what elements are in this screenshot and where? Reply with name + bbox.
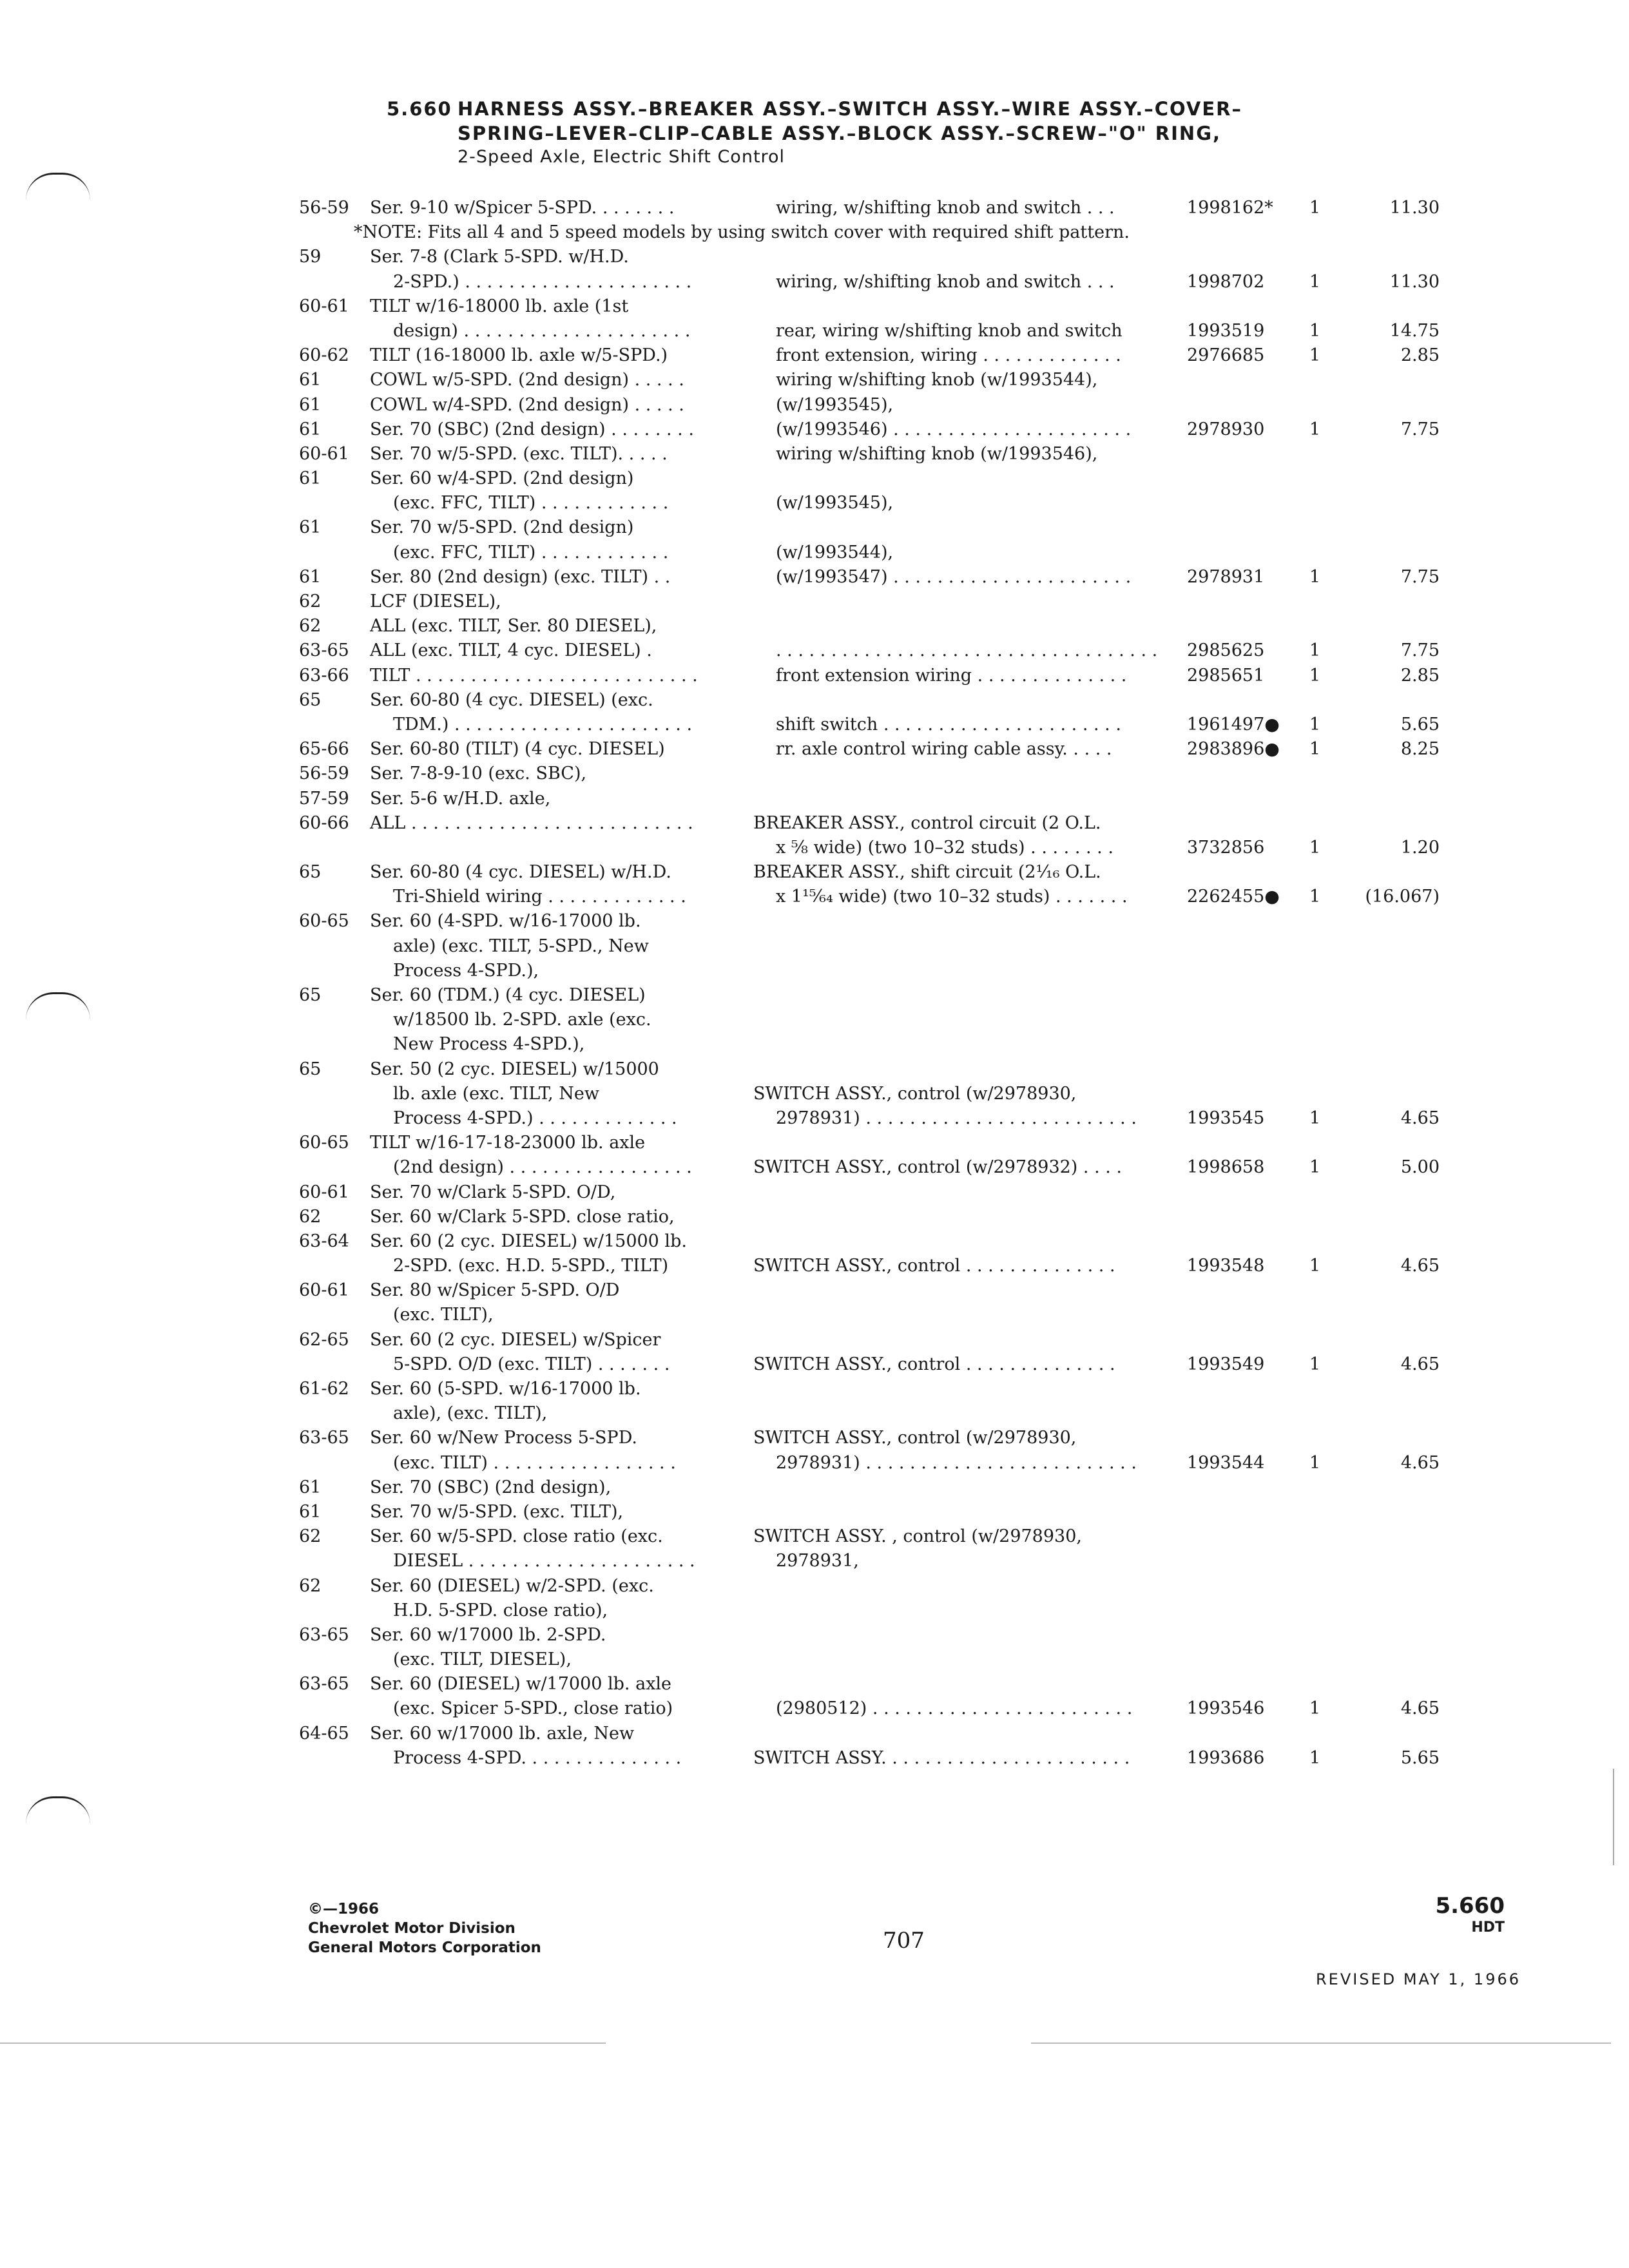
catalog-row	[299, 862, 1440, 887]
model-year-cell: 62	[299, 1206, 322, 1227]
catalog-row	[299, 1182, 1440, 1207]
model-year-cell: 60-61	[299, 1182, 349, 1202]
model-year-cell: 62	[299, 1526, 322, 1547]
price-cell: 2.85	[1400, 665, 1440, 686]
model-year-cell: 61	[299, 370, 322, 390]
application-cell: (exc. TILT, DIESEL),	[393, 1649, 572, 1670]
part-number-cell: 3732856	[1187, 837, 1265, 858]
description-cell: front extension wiring . . . . . . . . . . . . . .	[776, 665, 1127, 686]
model-year-cell: 61	[299, 419, 322, 439]
quantity-cell: 1	[1309, 198, 1321, 218]
catalog-row	[299, 1207, 1440, 1231]
model-year-cell: 60-61	[299, 1280, 349, 1301]
application-cell: Ser. 60 w/New Process 5-SPD.	[370, 1428, 637, 1448]
price-cell: 11.30	[1389, 271, 1440, 292]
catalog-row	[299, 1403, 1440, 1428]
catalog-note-row	[299, 222, 1440, 247]
model-year-cell: 64-65	[299, 1723, 349, 1744]
model-year-cell: 60-61	[299, 443, 349, 464]
model-year-cell: 65	[299, 1059, 322, 1079]
footer-publisher	[308, 1899, 541, 1957]
description-cell: (w/1993544),	[776, 542, 894, 562]
catalog-row	[299, 887, 1440, 911]
description-cell: shift switch . . . . . . . . . . . . . . . . . . . . . .	[776, 714, 1121, 735]
catalog-row	[299, 395, 1440, 419]
application-cell: Ser. 70 w/5-SPD. (exc. TILT),	[370, 1501, 624, 1522]
catalog-row	[299, 961, 1440, 985]
part-number-cell: 2976685	[1187, 345, 1265, 366]
application-cell: (exc. TILT) . . . . . . . . . . . . . . . . .	[393, 1452, 676, 1473]
application-cell: LCF (DIESEL),	[370, 591, 501, 611]
catalog-row	[299, 247, 1440, 271]
price-cell: 8.25	[1400, 739, 1440, 760]
part-number-cell: 1993548	[1187, 1256, 1265, 1276]
quantity-cell: 1	[1309, 419, 1321, 439]
application-cell: 2-SPD.) . . . . . . . . . . . . . . . . . . . . .	[393, 271, 692, 292]
header-subtitle: 2-Speed Axle, Electric Shift Control	[458, 147, 786, 167]
model-year-cell: 63-64	[299, 1231, 349, 1251]
description-cell: SWITCH ASSY., control (w/2978930,	[753, 1083, 1077, 1104]
price-cell: 1.20	[1400, 837, 1440, 858]
application-cell: lb. axle (exc. TILT, New	[393, 1083, 599, 1104]
catalog-row	[299, 739, 1440, 764]
application-cell: Ser. 60 w/17000 lb. axle, New	[370, 1723, 635, 1744]
application-cell: Ser. 50 (2 cyc. DIESEL) w/15000	[370, 1059, 659, 1079]
quantity-cell: 1	[1309, 271, 1321, 292]
application-cell: Ser. 60 (DIESEL) w/17000 lb. axle	[370, 1674, 672, 1695]
quantity-cell: 1	[1309, 665, 1321, 686]
application-cell: Process 4-SPD.) . . . . . . . . . . . . .	[393, 1108, 677, 1128]
price-cell: 4.65	[1400, 1452, 1440, 1473]
catalog-row	[299, 370, 1440, 394]
application-cell: DIESEL . . . . . . . . . . . . . . . . . . . . .	[393, 1551, 695, 1571]
application-cell: (2nd design) . . . . . . . . . . . . . . . . .	[393, 1157, 692, 1178]
revised-date: REVISED MAY 1, 1966	[1316, 1970, 1521, 1988]
model-year-cell: 63-66	[299, 665, 349, 686]
model-year-cell: 56-59	[299, 764, 349, 784]
model-year-cell: 61	[299, 1501, 322, 1522]
description-cell: . . . . . . . . . . . . . . . . . . . . . . . . . . . . . . . . . . .	[776, 640, 1158, 661]
application-cell: Ser. 60 (DIESEL) w/2-SPD. (exc.	[370, 1575, 654, 1596]
catalog-row	[299, 813, 1440, 838]
description-cell: (w/1993545),	[776, 493, 894, 514]
catalog-row	[299, 764, 1440, 788]
model-year-cell: 63-65	[299, 640, 349, 661]
description-cell: front extension, wiring . . . . . . . . . . . . .	[776, 345, 1121, 366]
price-cell: 7.75	[1400, 419, 1440, 439]
part-number-cell: 1998658	[1187, 1157, 1265, 1178]
description-cell: x 1¹⁵⁄₆₄ wide) (two 10–32 studs) . . . . . . .	[776, 887, 1128, 907]
part-number-cell: 1993549	[1187, 1354, 1265, 1374]
section-header	[387, 97, 1514, 169]
description-cell: (w/1993545),	[776, 394, 894, 415]
footer-section-code	[1435, 1893, 1505, 1937]
part-number-cell: 2985625	[1187, 640, 1265, 661]
application-cell: COWL w/4-SPD. (2nd design) . . . . .	[370, 394, 684, 415]
catalog-row	[299, 1034, 1440, 1059]
application-cell: Ser. 5-6 w/H.D. axle,	[370, 788, 551, 809]
catalog-row	[299, 591, 1440, 616]
description-cell: SWITCH ASSY., control (w/2978930,	[753, 1428, 1077, 1448]
catalog-row	[299, 1354, 1440, 1379]
catalog-row	[299, 1600, 1440, 1625]
catalog-row	[299, 198, 1440, 222]
catalog-row	[299, 1698, 1440, 1723]
application-cell: Ser. 60 w/5-SPD. close ratio (exc.	[370, 1526, 663, 1547]
header-title-line-1: 5.660 HARNESS ASSY.–BREAKER ASSY.–SWITCH ASSY.–WIRE ASSY.–COVER–	[387, 98, 1242, 120]
catalog-row	[299, 789, 1440, 813]
section-number: 5.660	[387, 98, 452, 120]
punch-hole-mark	[26, 992, 90, 1020]
header-title-line-2: SPRING–LEVER–CLIP–CABLE ASSY.–BLOCK ASSY.–SCREW–"O" RING,	[458, 122, 1222, 144]
application-cell: Ser. 60-80 (TILT) (4 cyc. DIESEL)	[370, 739, 665, 760]
catalog-row	[299, 272, 1440, 296]
model-year-cell: 62	[299, 1575, 322, 1596]
quantity-cell: 1	[1309, 1157, 1321, 1178]
punch-hole-mark	[26, 173, 90, 200]
page-bottom-rule	[0, 2042, 606, 2044]
application-cell: axle), (exc. TILT),	[393, 1403, 548, 1424]
description-cell: BREAKER ASSY., shift circuit (2⅟₁₆ O.L.	[753, 862, 1101, 883]
application-cell: TILT . . . . . . . . . . . . . . . . . . . . . . . . . .	[370, 665, 698, 686]
description-cell: 2978931) . . . . . . . . . . . . . . . . . . . . . . . . .	[776, 1108, 1137, 1128]
model-year-cell: 65-66	[299, 739, 349, 760]
quantity-cell: 1	[1309, 1256, 1321, 1276]
part-number-cell: 1998162*	[1187, 198, 1273, 218]
catalog-row	[299, 1526, 1440, 1551]
quantity-cell: 1	[1309, 566, 1321, 587]
price-cell: (16.067)	[1365, 887, 1440, 907]
description-cell: rr. axle control wiring cable assy. . . . .	[776, 739, 1112, 760]
description-cell: wiring w/shifting knob (w/1993546),	[776, 443, 1098, 464]
catalog-row	[299, 1428, 1440, 1452]
catalog-row	[299, 1724, 1440, 1748]
application-cell: ALL (exc. TILT, 4 cyc. DIESEL) .	[370, 640, 652, 661]
application-cell: COWL w/5-SPD. (2nd design) . . . . .	[370, 370, 684, 390]
quantity-cell: 1	[1309, 887, 1321, 907]
application-cell: Ser. 60 (TDM.) (4 cyc. DIESEL)	[370, 985, 646, 1005]
catalog-row	[299, 1059, 1440, 1084]
model-year-cell: 60-61	[299, 296, 349, 316]
application-cell: Ser. 60 w/Clark 5-SPD. close ratio,	[370, 1206, 675, 1227]
description-cell: rear, wiring w/shifting knob and switch	[776, 320, 1123, 341]
copyright-text: ©—1966	[308, 1901, 380, 1917]
catalog-row	[299, 1305, 1440, 1329]
application-cell: TILT w/16-17-18-23000 lb. axle	[370, 1133, 646, 1153]
model-year-cell: 60-65	[299, 911, 349, 932]
description-cell: BREAKER ASSY., control circuit (2 O.L.	[753, 812, 1101, 833]
catalog-row	[299, 419, 1440, 444]
application-cell: ALL (exc. TILT, Ser. 80 DIESEL),	[370, 616, 657, 637]
footer-section-number: 5.660	[1435, 1893, 1505, 1919]
price-cell: 7.75	[1400, 640, 1440, 661]
model-year-cell: 61	[299, 1477, 322, 1497]
application-cell: Ser. 7-8 (Clark 5-SPD. w/H.D.	[370, 247, 629, 267]
part-number-cell: 2983896●	[1187, 739, 1280, 760]
quantity-cell: 1	[1309, 837, 1321, 858]
catalog-note-text: *NOTE: Fits all 4 and 5 speed models by using switch cover with required shift pattern.	[354, 222, 1130, 243]
catalog-row	[299, 715, 1440, 739]
application-cell: Ser. 60 w/17000 lb. 2-SPD.	[370, 1624, 606, 1645]
application-cell: Ser. 70 w/5-SPD. (2nd design)	[370, 517, 634, 538]
catalog-row	[299, 1649, 1440, 1674]
footer-section-sub: HDT	[1471, 1919, 1505, 1936]
catalog-row	[299, 444, 1440, 468]
description-cell: (2980512) . . . . . . . . . . . . . . . . . . . . . . . .	[776, 1698, 1133, 1719]
quantity-cell: 1	[1309, 714, 1321, 735]
part-number-cell: 2978931	[1187, 566, 1265, 587]
catalog-row	[299, 1625, 1440, 1649]
price-cell: 4.65	[1400, 1256, 1440, 1276]
model-year-cell: 61	[299, 394, 322, 415]
division-text: Chevrolet Motor Division	[308, 1920, 516, 1937]
catalog-row	[299, 1084, 1440, 1108]
description-cell: 2978931) . . . . . . . . . . . . . . . . . . . . . . . . .	[776, 1452, 1137, 1473]
catalog-row	[299, 1280, 1440, 1305]
catalog-row	[299, 1157, 1440, 1182]
catalog-row	[299, 838, 1440, 862]
catalog-row	[299, 936, 1440, 961]
application-cell: design) . . . . . . . . . . . . . . . . . . . . .	[393, 320, 691, 341]
catalog-row	[299, 1551, 1440, 1575]
price-cell: 14.75	[1389, 320, 1440, 341]
application-cell: Ser. 70 (SBC) (2nd design),	[370, 1477, 612, 1497]
model-year-cell: 65	[299, 985, 322, 1005]
application-cell: New Process 4-SPD.),	[393, 1034, 585, 1055]
scan-edge-mark	[1613, 1769, 1614, 1865]
description-cell: SWITCH ASSY. . . . . . . . . . . . . . . . . . . . . . .	[753, 1747, 1130, 1768]
model-year-cell: 62	[299, 591, 322, 611]
catalog-row	[299, 567, 1440, 591]
model-year-cell: 61	[299, 566, 322, 587]
catalog-row	[299, 690, 1440, 715]
application-cell: (exc. Spicer 5-SPD., close ratio)	[393, 1698, 673, 1719]
application-cell: Ser. 60 (2 cyc. DIESEL) w/15000 lb.	[370, 1231, 687, 1251]
description-cell: SWITCH ASSY., control . . . . . . . . . . . . . .	[753, 1256, 1115, 1276]
model-year-cell: 62-65	[299, 1329, 349, 1350]
model-year-cell: 61	[299, 468, 322, 489]
description-cell: wiring, w/shifting knob and switch . . .	[776, 198, 1115, 218]
model-year-cell: 59	[299, 247, 322, 267]
price-cell: 4.65	[1400, 1108, 1440, 1128]
catalog-row	[299, 616, 1440, 640]
part-number-cell: 1993546	[1187, 1698, 1265, 1719]
catalog-row	[299, 1231, 1440, 1256]
description-cell: SWITCH ASSY. , control (w/2978930,	[753, 1526, 1082, 1547]
part-number-cell: 1993686	[1187, 1747, 1265, 1768]
price-cell: 5.00	[1400, 1157, 1440, 1178]
description-cell: SWITCH ASSY., control (w/2978932) . . . .	[753, 1157, 1122, 1178]
quantity-cell: 1	[1309, 1452, 1321, 1473]
catalog-row	[299, 1256, 1440, 1280]
catalog-row	[299, 1133, 1440, 1157]
model-year-cell: 63-65	[299, 1624, 349, 1645]
price-cell: 4.65	[1400, 1698, 1440, 1719]
catalog-row	[299, 911, 1440, 936]
application-cell: axle) (exc. TILT, 5-SPD., New	[393, 936, 649, 956]
description-cell: (w/1993546) . . . . . . . . . . . . . . . . . . . . . .	[776, 419, 1132, 439]
part-number-cell: 1993545	[1187, 1108, 1265, 1128]
part-number-cell: 1961497●	[1187, 714, 1280, 735]
quantity-cell: 1	[1309, 1747, 1321, 1768]
model-year-cell: 57-59	[299, 788, 349, 809]
catalog-row	[299, 1010, 1440, 1034]
description-cell: wiring w/shifting knob (w/1993544),	[776, 370, 1098, 390]
application-cell: TILT w/16-18000 lb. axle (1st	[370, 296, 629, 316]
catalog-row	[299, 1674, 1440, 1698]
page-bottom-rule	[1031, 2042, 1611, 2044]
application-cell: Process 4-SPD. . . . . . . . . . . . . . .	[393, 1747, 682, 1768]
catalog-row	[299, 666, 1440, 690]
parts-catalog-table	[299, 198, 1440, 1773]
application-cell: Ser. 80 (2nd design) (exc. TILT) . .	[370, 566, 671, 587]
quantity-cell: 1	[1309, 345, 1321, 366]
application-cell: Ser. 60 (4-SPD. w/16-17000 lb.	[370, 911, 641, 932]
description-cell: x ⅝ wide) (two 10–32 studs) . . . . . . . .	[776, 837, 1113, 858]
application-cell: Ser. 70 w/Clark 5-SPD. O/D,	[370, 1182, 616, 1202]
application-cell: Ser. 60 (5-SPD. w/16-17000 lb.	[370, 1379, 641, 1399]
application-cell: Tri-Shield wiring . . . . . . . . . . . . .	[393, 887, 686, 907]
catalog-row	[299, 468, 1440, 493]
catalog-row	[299, 1576, 1440, 1600]
application-cell: TILT (16-18000 lb. axle w/5-SPD.)	[370, 345, 668, 366]
model-year-cell: 60-66	[299, 812, 349, 833]
model-year-cell: 61-62	[299, 1379, 349, 1399]
catalog-row	[299, 1453, 1440, 1477]
part-number-cell: 2985651	[1187, 665, 1265, 686]
catalog-row	[299, 493, 1440, 517]
price-cell: 11.30	[1389, 198, 1440, 218]
price-cell: 4.65	[1400, 1354, 1440, 1374]
catalog-row	[299, 517, 1440, 542]
catalog-row	[299, 1477, 1440, 1502]
application-cell: w/18500 lb. 2-SPD. axle (exc.	[393, 1010, 651, 1030]
part-number-cell: 1993544	[1187, 1452, 1265, 1473]
catalog-row	[299, 321, 1440, 345]
part-number-cell: 2262455●	[1187, 887, 1280, 907]
application-cell: Ser. 60-80 (4 cyc. DIESEL) (exc.	[370, 689, 653, 710]
model-year-cell: 56-59	[299, 198, 349, 218]
application-cell: Ser. 9-10 w/Spicer 5-SPD. . . . . . . .	[370, 198, 675, 218]
application-cell: Process 4-SPD.),	[393, 960, 539, 981]
catalog-row	[299, 543, 1440, 567]
model-year-cell: 63-65	[299, 1674, 349, 1695]
application-cell: Ser. 70 w/5-SPD. (exc. TILT). . . . .	[370, 443, 668, 464]
part-number-cell: 2978930	[1187, 419, 1265, 439]
model-year-cell: 60-65	[299, 1133, 349, 1153]
price-cell: 5.65	[1400, 714, 1440, 735]
quantity-cell: 1	[1309, 1354, 1321, 1374]
catalog-row	[299, 1748, 1440, 1773]
catalog-row	[299, 1330, 1440, 1354]
price-cell: 5.65	[1400, 1747, 1440, 1768]
application-cell: Ser. 80 w/Spicer 5-SPD. O/D	[370, 1280, 620, 1301]
description-cell: wiring, w/shifting knob and switch . . .	[776, 271, 1115, 292]
quantity-cell: 1	[1309, 1108, 1321, 1128]
application-cell: (exc. TILT),	[393, 1305, 494, 1325]
part-number-cell: 1998702	[1187, 271, 1265, 292]
application-cell: 5-SPD. O/D (exc. TILT) . . . . . . .	[393, 1354, 670, 1374]
model-year-cell: 62	[299, 616, 322, 637]
application-cell: (exc. FFC, TILT) . . . . . . . . . . . .	[393, 493, 669, 514]
application-cell: Ser. 60 w/4-SPD. (2nd design)	[370, 468, 634, 489]
quantity-cell: 1	[1309, 1698, 1321, 1719]
punch-hole-mark	[26, 1796, 90, 1824]
catalog-row	[299, 640, 1440, 665]
quantity-cell: 1	[1309, 640, 1321, 661]
application-cell: Ser. 7-8-9-10 (exc. SBC),	[370, 764, 587, 784]
catalog-row	[299, 296, 1440, 321]
page-number: 707	[883, 1928, 925, 1954]
catalog-row	[299, 1108, 1440, 1133]
application-cell: TDM.) . . . . . . . . . . . . . . . . . . . . . .	[393, 714, 693, 735]
model-year-cell: 65	[299, 689, 322, 710]
quantity-cell: 1	[1309, 739, 1321, 760]
application-cell: Ser. 60 (2 cyc. DIESEL) w/Spicer	[370, 1329, 661, 1350]
part-number-cell: 1993519	[1187, 320, 1265, 341]
price-cell: 2.85	[1400, 345, 1440, 366]
catalog-row	[299, 1379, 1440, 1403]
description-cell: 2978931,	[776, 1551, 859, 1571]
application-cell: (exc. FFC, TILT) . . . . . . . . . . . .	[393, 542, 669, 562]
application-cell: ALL . . . . . . . . . . . . . . . . . . . . . . . . . .	[370, 812, 693, 833]
application-cell: H.D. 5-SPD. close ratio),	[393, 1600, 608, 1620]
price-cell: 7.75	[1400, 566, 1440, 587]
model-year-cell: 65	[299, 862, 322, 883]
application-cell: Ser. 70 (SBC) (2nd design) . . . . . . . .	[370, 419, 694, 439]
model-year-cell: 61	[299, 517, 322, 538]
application-cell: 2-SPD. (exc. H.D. 5-SPD., TILT)	[393, 1256, 669, 1276]
catalog-row	[299, 1502, 1440, 1526]
quantity-cell: 1	[1309, 320, 1321, 341]
application-cell: Ser. 60-80 (4 cyc. DIESEL) w/H.D.	[370, 862, 671, 883]
model-year-cell: 60-62	[299, 345, 349, 366]
catalog-row	[299, 985, 1440, 1010]
catalog-row	[299, 345, 1440, 370]
corporation-text: General Motors Corporation	[308, 1939, 541, 1956]
description-cell: SWITCH ASSY., control . . . . . . . . . . . . . .	[753, 1354, 1115, 1374]
model-year-cell: 63-65	[299, 1428, 349, 1448]
description-cell: (w/1993547) . . . . . . . . . . . . . . . . . . . . . .	[776, 566, 1132, 587]
